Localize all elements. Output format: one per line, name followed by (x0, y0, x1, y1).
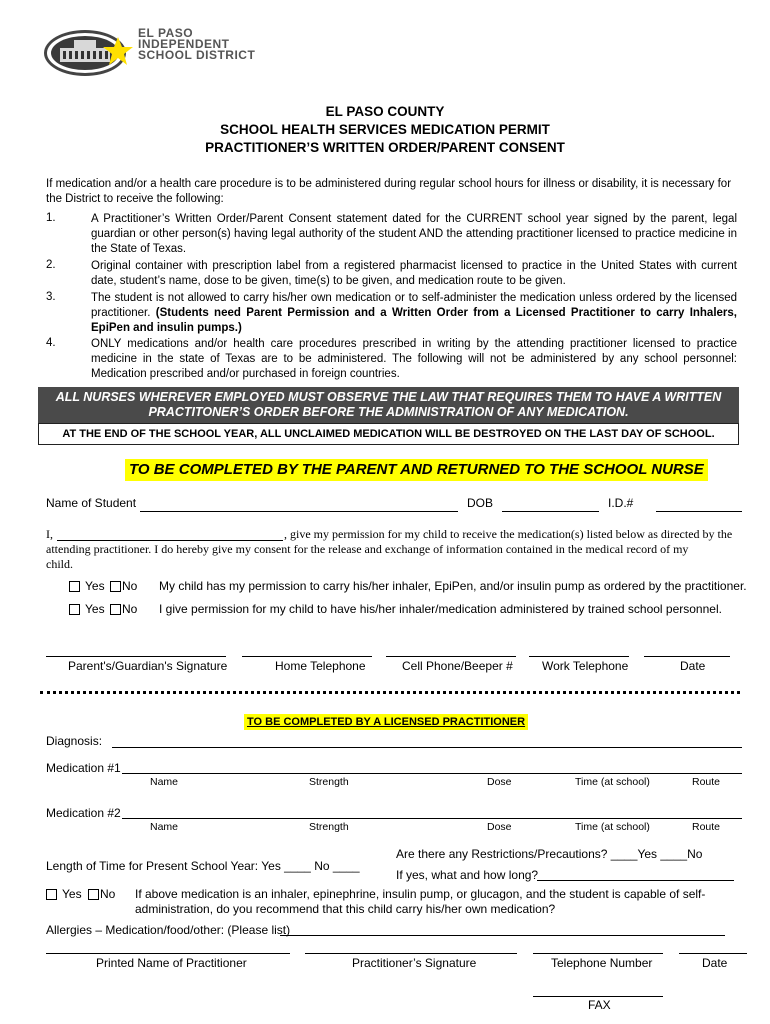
student-name-field[interactable] (140, 511, 458, 512)
practitioner-section-heading: TO BE COMPLETED BY A LICENSED PRACTITIONER (244, 714, 528, 730)
requirement-text: Original container with prescription label from a registered pharmacist licensed to practice in the United States with current date, student’s name, dose to be given, time(s) to be given, and medication route to be given. (91, 260, 737, 287)
requirement-number: 3. (46, 291, 56, 303)
restrictions-question: Are there any Restrictions/Precautions? ____Yes ____No (396, 847, 703, 861)
yes-label: Yes (62, 887, 82, 901)
self-carry-no-checkbox[interactable] (88, 889, 99, 900)
parent-section-heading: TO BE COMPLETED BY THE PARENT AND RETURNED TO THE SCHOOL NURSE (125, 459, 708, 481)
practitioner-date-field[interactable] (679, 953, 747, 954)
column-label: Strength (309, 776, 349, 788)
requirement-number: 4. (46, 337, 56, 349)
no-label: No (100, 887, 116, 901)
if-yes-label: If yes, what and how long? (396, 868, 539, 882)
logo-line-1: EL PASO (138, 26, 194, 40)
yes-label: Yes (85, 579, 105, 593)
logo-line-2: INDEPENDENT (138, 37, 230, 51)
medication-2-field[interactable] (122, 818, 742, 819)
allergies-label: Allergies – Medication/food/other: (Please list) (46, 923, 291, 937)
signature-label: Work Telephone (542, 659, 629, 673)
practitioner-signature-field[interactable] (305, 953, 517, 954)
medication-1-label: Medication #1 (46, 761, 121, 775)
carry-no-checkbox[interactable] (110, 581, 121, 592)
requirement-number: 1. (46, 212, 56, 224)
home-telephone-field[interactable] (242, 656, 372, 657)
diagnosis-label: Diagnosis: (46, 734, 103, 748)
practitioner-name-field[interactable] (46, 953, 290, 954)
permit-title: SCHOOL HEALTH SERVICES MEDICATION PERMIT (220, 122, 550, 137)
parent-date-field[interactable] (644, 656, 730, 657)
requirement-3 (91, 291, 737, 336)
district-name (138, 28, 255, 61)
carry-yes-checkbox[interactable] (69, 581, 80, 592)
signature-label: Date (680, 659, 706, 673)
signature-label: Practitioner’s Signature (352, 956, 477, 970)
cell-phone-field[interactable] (386, 656, 516, 657)
column-label: Route (692, 821, 721, 833)
requirement-text: The student is not allowed to carry his/her own medication or to self-administer the medication unless ordered by the licensed practitioner. (91, 292, 737, 319)
section-divider (40, 691, 740, 694)
yes-label: Yes (85, 602, 105, 616)
requirement-bold-note: (Students need Parent Permission and a Written Order from a Licensed Practitioner to carry Inhalers, EpiPen and insulin pumps.) (91, 307, 737, 334)
consent-line-1: , give my permission for my child to receive the medication(s) listed below as directed by the (284, 527, 733, 541)
id-label: I.D.# (608, 496, 634, 510)
consent-prefix: I, (46, 527, 53, 541)
medication-2-label: Medication #2 (46, 806, 121, 820)
law-notice-line-2: PRACTITONER’S ORDER BEFORE THE ADMINISTRATION OF ANY MEDICATION. (148, 405, 629, 419)
signature-label: Home Telephone (275, 659, 366, 673)
if-yes-field[interactable] (537, 880, 734, 881)
law-notice-bar (38, 387, 739, 423)
law-notice-line-1: ALL NURSES WHEREVER EMPLOYED MUST OBSERVE THE LAW THAT REQUIRES THEM TO HAVE A WRITTEN (55, 390, 722, 404)
requirement-number: 2. (46, 259, 56, 271)
trained-no-checkbox[interactable] (110, 604, 121, 615)
signature-label: Cell Phone/Beeper # (402, 659, 513, 673)
no-label: No (122, 579, 138, 593)
county-title: EL PASO COUNTY (325, 104, 445, 119)
self-admin-question-line-2: administration, do you recommend that this child carry his/her own medication? (135, 902, 556, 916)
intro-paragraph: If medication and/or a health care procedure is to be administered during regular school hours for illness or disability, it is necessary for the District to receive the following: (46, 178, 732, 205)
column-label: Dose (487, 776, 512, 788)
self-carry-yes-checkbox[interactable] (46, 889, 57, 900)
id-field[interactable] (656, 511, 742, 512)
column-label: Name (150, 776, 179, 788)
column-label: Time (at school) (575, 776, 650, 788)
diagnosis-field[interactable] (112, 747, 742, 748)
student-name-label: Name of Student (46, 496, 137, 510)
signature-label: Printed Name of Practitioner (96, 956, 247, 970)
parent-signature-field[interactable] (46, 656, 226, 657)
column-label: Time (at school) (575, 821, 650, 833)
column-label: Dose (487, 821, 512, 833)
column-label: Route (692, 776, 721, 788)
trained-personnel-text: I give permission for my child to have his/her inhaler/medication administered by trained school personnel. (159, 602, 722, 616)
medication-1-field[interactable] (122, 773, 742, 774)
trained-yes-checkbox[interactable] (69, 604, 80, 615)
star-icon (102, 35, 134, 67)
year-end-notice: AT THE END OF THE SCHOOL YEAR, ALL UNCLAIMED MEDICATION WILL BE DESTROYED ON THE LAST DAY OF SCHOOL. (38, 423, 739, 445)
dob-field[interactable] (502, 511, 599, 512)
allergies-field[interactable] (280, 935, 725, 936)
dob-label: DOB (467, 496, 494, 510)
fax-field[interactable] (533, 996, 663, 997)
consent-line-3: child. (46, 557, 73, 571)
requirement-text: ONLY medications and/or health care procedures prescribed in writing by the attending practitioner licensed to practice medicine in the state of Texas are to be administered. The following will not be administered by any school personnel: Medication prescribed and/or purchased in foreign countries. (91, 338, 737, 380)
order-title: PRACTITIONER’S WRITTEN ORDER/PARENT CONSENT (205, 140, 565, 155)
logo-line-3: SCHOOL DISTRICT (138, 48, 256, 62)
consent-line-2: attending practitioner. I do hereby give my consent for the release and exchange of information contained in the medical record of my (46, 542, 689, 556)
self-admin-question-line-1: If above medication is an inhaler, epinephrine, insulin pump, or glucagon, and the student is capable of self- (135, 887, 706, 901)
practitioner-telephone-field[interactable] (533, 953, 663, 954)
column-label: Name (150, 821, 179, 833)
column-label: Strength (309, 821, 349, 833)
length-of-time-question: Length of Time for Present School Year: Yes ____ No ____ (46, 859, 360, 873)
signature-label: Telephone Number (551, 956, 653, 970)
signature-label: Date (702, 956, 728, 970)
requirement-text: A Practitioner’s Written Order/Parent Consent statement dated for the CURRENT school year signed by the parent, legal guardian or other person(s) having legal authority of the student AND the attending practitioner licensed to practice medicine in the State of Texas. (91, 213, 737, 255)
signature-label: Parent's/Guardian's Signature (68, 659, 228, 673)
no-label: No (122, 602, 138, 616)
carry-permission-text: My child has my permission to carry his/her inhaler, EpiPen, and/or insulin pump as ordered by the practitioner. (159, 579, 747, 593)
fax-label: FAX (588, 998, 611, 1012)
parent-name-field[interactable] (57, 540, 283, 541)
work-telephone-field[interactable] (529, 656, 629, 657)
